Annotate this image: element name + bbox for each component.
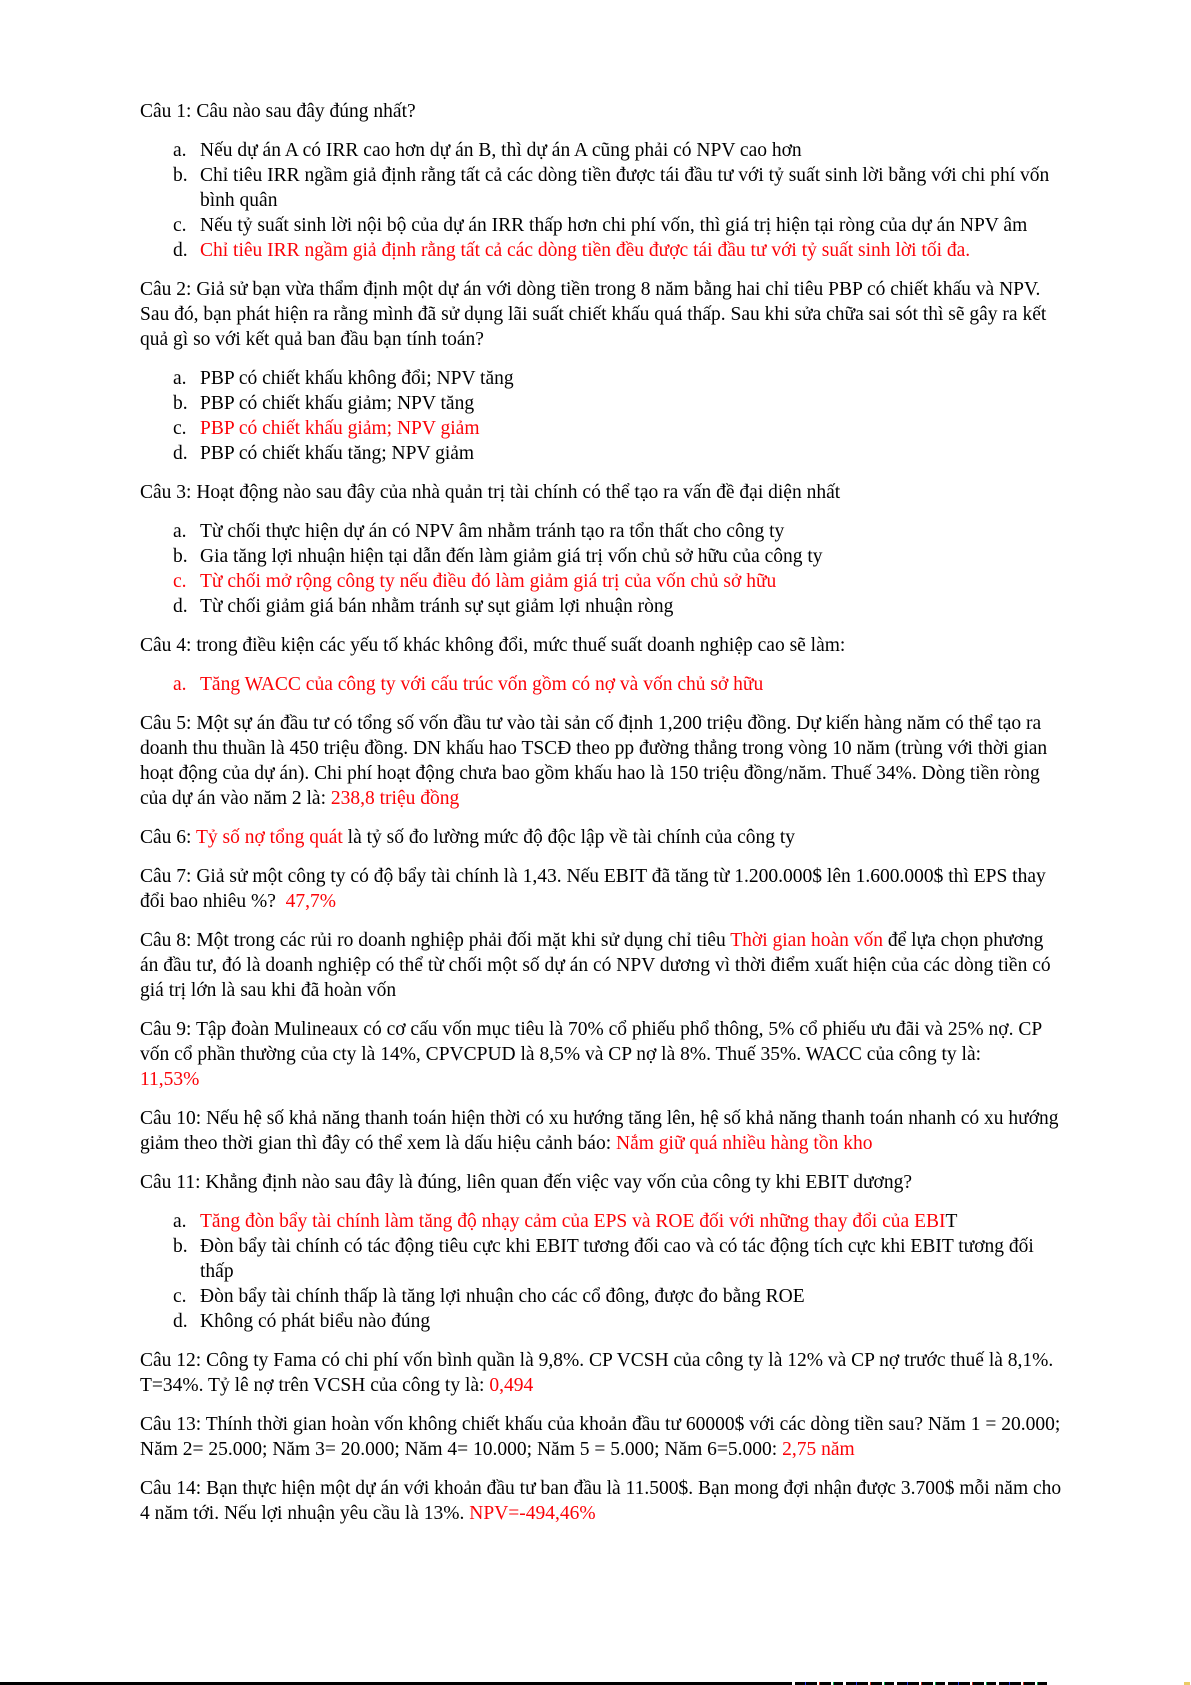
question-text: Nếu tỷ suất sinh lời nội bộ của dự án IRR thấp hơn chi phí vốn, thì giá trị hiện tại ròng của dự án NPV âm xyxy=(200,215,1028,236)
question-text: Câu 14: Bạn thực hiện một dự án với khoản đầu tư ban đầu là 11.500$. Bạn mong đợi nhận được 3.700$ mỗi năm cho 4 năm tới. Nếu lợi nhuận yêu cầu là 13%. xyxy=(140,1478,1062,1524)
question-stem xyxy=(140,480,1062,505)
answer-highlight-text: Từ chối mở rộng công ty nếu điều đó làm giảm giá trị của vốn chủ sở hữu xyxy=(200,571,777,592)
question-text: Câu 8: Một trong các rủi ro doanh nghiệp phải đối mặt khi sử dụng chỉ tiêu xyxy=(140,930,731,951)
answer-highlight-text: Thời gian hoàn vốn xyxy=(730,930,883,951)
option-row xyxy=(140,569,1062,594)
question-text: Đòn bẩy tài chính có tác động tiêu cực khi EBIT tương đối cao và có tác động tích cực khi EBIT tương đối thấp xyxy=(200,1236,1034,1282)
option-row xyxy=(140,163,1062,213)
option-marker: c. xyxy=(173,215,187,236)
option-marker: c. xyxy=(173,418,187,439)
answer-highlight-text: Chỉ tiêu IRR ngầm giả định rằng tất cả các dòng tiền đều được tái đầu tư với tỷ suất sinh lời tối đa. xyxy=(200,240,971,261)
question-stem xyxy=(140,928,1062,1003)
questions-container xyxy=(140,99,1062,1540)
question-stem xyxy=(140,1412,1062,1462)
options-list xyxy=(140,1209,1062,1334)
answer-highlight-text: 11,53% xyxy=(140,1069,200,1090)
option-row xyxy=(140,1234,1062,1284)
question-stem xyxy=(140,1348,1062,1398)
option-row xyxy=(140,391,1062,416)
option-marker: d. xyxy=(173,240,188,261)
question-stem xyxy=(140,1106,1062,1156)
option-row xyxy=(140,213,1062,238)
option-marker: b. xyxy=(173,1236,188,1257)
question-text: Câu 11: Khẳng định nào sau đây là đúng, liên quan đến việc vay vốn của công ty khi EBIT dương? xyxy=(140,1172,913,1193)
question-text: Câu 1: Câu nào sau đây đúng nhất? xyxy=(140,101,416,122)
question-text: Câu 3: Hoạt động nào sau đây của nhà quản trị tài chính có thể tạo ra vấn đề đại diện nhất xyxy=(140,482,841,503)
question-text: Câu 13: Thính thời gian hoàn vốn không chiết khấu của khoản đầu tư 60000$ với các dòng tiền sau? Năm 1 = 20.000; Năm 2= 25.000; Năm 3= 20.000; Năm 4= 10.000; Năm 5 = 5.000; Năm 6=5.000: xyxy=(140,1414,1061,1460)
question-text: Câu 5: Một sự án đầu tư có tổng số vốn đầu tư vào tài sản cố định 1,200 triệu đồng. Dự kiến hàng năm có thể tạo ra doanh thu thuần là 450 triệu đồng. DN khấu hao TSCĐ theo pp đường thẳng trong vòng 10 năm (trùng với thời gian hoạt động của dự án). Chi phí hoạt động chưa bao gồm khấu hao là 150 triệu đồng/năm. Thuế 34%. Dòng tiền ròng của dự án vào năm 2 là: xyxy=(140,713,1048,809)
question-text: Chỉ tiêu IRR ngầm giả định rằng tất cả các dòng tiền được tái đầu tư với tỷ suất sinh lời bằng với chi phí vốn bình quân xyxy=(200,165,1050,211)
option-row xyxy=(140,138,1062,163)
question-stem xyxy=(140,1476,1062,1526)
option-row xyxy=(140,594,1062,619)
option-marker: a. xyxy=(173,521,187,542)
answer-highlight-text: 238,8 triệu đồng xyxy=(330,788,460,809)
option-row xyxy=(140,366,1062,391)
question-text: Câu 2: Giả sử bạn vừa thẩm định một dự án với dòng tiền trong 8 năm bằng hai chỉ tiêu PBP có chiết khấu và NPV. Sau đó, bạn phát hiện ra rằng mình đã sử dụng lãi suất chiết khấu quá thấp. Sau khi sửa chữa sai sót thì sẽ gây ra kết quả gì so với kết quả ban đầu bạn tính toán? xyxy=(140,279,1047,350)
option-row xyxy=(140,238,1062,263)
options-list xyxy=(140,672,1062,697)
question-text: Câu 10: Nếu hệ số khả năng thanh toán hiện thời có xu hướng tăng lên, hệ số khả năng thanh toán nhanh có xu hướng giảm theo thời gian thì đây có thể xem là dấu hiệu cảnh báo: xyxy=(140,1108,1059,1154)
question-text: để lựa chọn phương án đầu tư, đó là doanh nghiệp có thể từ chối một số dự án có NPV dương vì thời điểm xuất hiện của các dòng tiền có giá trị lớn là sau khi đã hoàn vốn xyxy=(140,930,1051,1001)
question-text: Câu 6: xyxy=(140,827,196,848)
question-text: là tỷ số đo lường mức độ độc lập về tài chính của công ty xyxy=(342,827,796,848)
option-row xyxy=(140,1284,1062,1309)
question-text: Câu 9: Tập đoàn Mulineaux có cơ cấu vốn mục tiêu là 70% cổ phiếu phổ thông, 5% cổ phiếu ưu đãi và 25% nợ. CP vốn cổ phần thường của cty là 14%, CPVCPUD là 8,5% và CP nợ là 8%. Thuế 35%. WACC của công ty là: xyxy=(140,1019,1042,1065)
answer-highlight-text: Tăng đòn bẩy tài chính làm tăng độ nhạy cảm của EPS và ROE đối với những thay đổi của EBI xyxy=(200,1211,946,1232)
answer-highlight-text: 2,75 năm xyxy=(782,1439,855,1460)
question-text: PBP có chiết khấu tăng; NPV giảm xyxy=(200,443,475,464)
question-text: Từ chối thực hiện dự án có NPV âm nhằm tránh tạo ra tổn thất cho công ty xyxy=(200,521,785,542)
options-list xyxy=(140,519,1062,619)
answer-highlight-text: Tăng WACC của công ty với cấu trúc vốn gồm có nợ và vốn chủ sở hữu xyxy=(200,674,764,695)
option-row xyxy=(140,544,1062,569)
question-stem xyxy=(140,1170,1062,1195)
question-text: Câu 4: trong điều kiện các yếu tố khác không đổi, mức thuế suất doanh nghiệp cao sẽ làm: xyxy=(140,635,846,656)
question-text: Từ chối giảm giá bán nhằm tránh sự sụt giảm lợi nhuận ròng xyxy=(200,596,674,617)
options-list xyxy=(140,366,1062,466)
question-stem xyxy=(140,1017,1062,1092)
question-text: PBP có chiết khấu không đổi; NPV tăng xyxy=(200,368,514,389)
option-marker: b. xyxy=(173,165,188,186)
option-marker: c. xyxy=(173,1286,187,1307)
answer-highlight-text: 0,494 xyxy=(489,1375,534,1396)
option-marker: a. xyxy=(173,674,187,695)
option-row xyxy=(140,416,1062,441)
option-marker: a. xyxy=(173,1211,187,1232)
option-row xyxy=(140,672,1062,697)
question-stem xyxy=(140,711,1062,811)
option-marker: b. xyxy=(173,393,188,414)
question-stem xyxy=(140,825,1062,850)
question-text: Câu 7: Giả sử một công ty có độ bẩy tài chính là 1,43. Nếu EBIT đã tăng từ 1.200.000$ lên 1.600.000$ thì EPS thay đổi bao nhiêu %? xyxy=(140,866,1046,912)
option-row xyxy=(140,1209,1062,1234)
option-marker: a. xyxy=(173,140,187,161)
option-marker: d. xyxy=(173,596,188,617)
question-text: Nếu dự án A có IRR cao hơn dự án B, thì dự án A cũng phải có NPV cao hơn xyxy=(200,140,802,161)
option-row xyxy=(140,1309,1062,1334)
question-stem xyxy=(140,864,1062,914)
option-row xyxy=(140,519,1062,544)
question-text: Đòn bẩy tài chính thấp là tăng lợi nhuận cho các cổ đông, được đo bằng ROE xyxy=(200,1286,805,1307)
question-text: Câu 12: Công ty Fama có chi phí vốn bình quần là 9,8%. CP VCSH của công ty là 12% và CP nợ trước thuế là 8,1%. T=34%. Tỷ lê nợ trên VCSH của công ty là: xyxy=(140,1350,1054,1396)
option-marker: d. xyxy=(173,443,188,464)
question-text: Không có phát biểu nào đúng xyxy=(200,1311,431,1332)
option-row xyxy=(140,441,1062,466)
answer-highlight-text: NPV=-494,46% xyxy=(469,1503,596,1524)
option-marker: a. xyxy=(173,368,187,389)
option-marker: d. xyxy=(173,1311,188,1332)
options-list xyxy=(140,138,1062,263)
option-marker: c. xyxy=(173,571,187,592)
answer-highlight-text: Tỷ số nợ tổng quát xyxy=(195,827,343,848)
answer-highlight-text: Nắm giữ quá nhiều hàng tồn kho xyxy=(616,1133,873,1154)
question-text: Gia tăng lợi nhuận hiện tại dẫn đến làm giảm giá trị vốn chủ sở hữu của công ty xyxy=(200,546,823,567)
answer-highlight-text: 47,7% xyxy=(285,891,337,912)
answer-highlight-text: PBP có chiết khấu giảm; NPV giảm xyxy=(200,418,480,439)
question-stem xyxy=(140,633,1062,658)
option-marker: b. xyxy=(173,546,188,567)
question-text: PBP có chiết khấu giảm; NPV tăng xyxy=(200,393,475,414)
question-text: T xyxy=(945,1211,958,1232)
question-stem xyxy=(140,277,1062,352)
question-stem xyxy=(140,99,1062,124)
